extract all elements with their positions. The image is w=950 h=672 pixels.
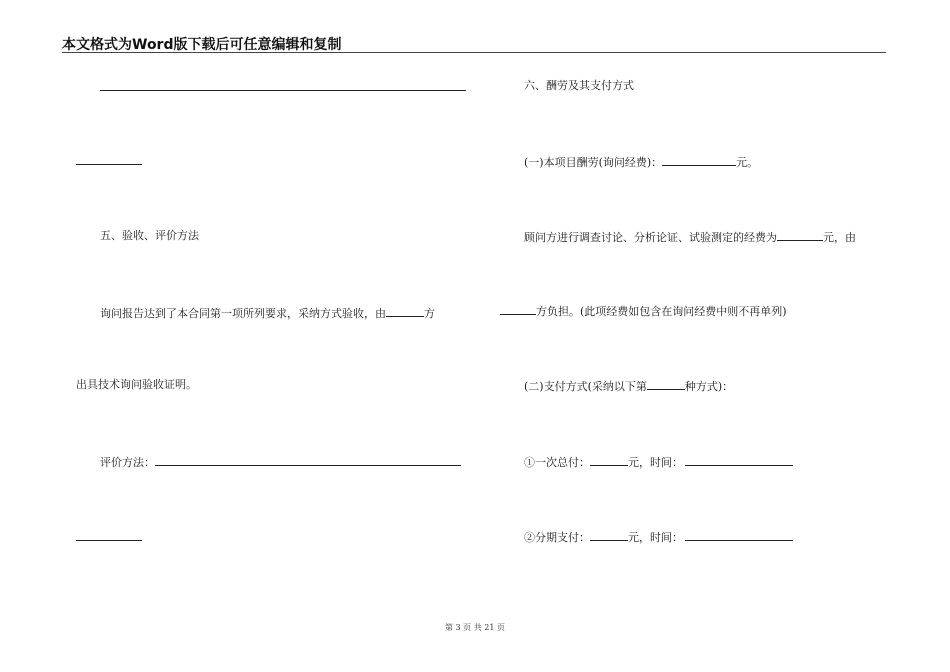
section6-title: 六、酬劳及其支付方式: [524, 79, 634, 92]
acceptance-text: 方: [424, 307, 435, 320]
lump-sum-payment: [524, 454, 793, 470]
cost-bearer-clause: [500, 303, 787, 319]
acceptance-clause-continued: 出具技术询问验收证明。: [76, 378, 197, 391]
remuneration-text: (一)本项目酬劳(询问经费)：: [524, 156, 663, 169]
cost-text: 顾问方进行调查讨论、分析论证、试验测定的经费为: [524, 231, 777, 244]
cost-bearer-text: 方负担。(此项经费如包含在询问经费中则不再单列): [536, 305, 787, 318]
fill-in-blank-line: [76, 164, 142, 165]
fill-in-blank: [590, 529, 628, 541]
lump-sum-time-label: 元，时间：: [628, 456, 683, 469]
document-header-title: 本文格式为Word版下载后可任意编辑和复制: [62, 37, 342, 53]
fill-in-blank: [500, 303, 536, 315]
payment-method-text: (二)支付方式(采纳以下第: [524, 380, 647, 393]
header-divider: [62, 52, 886, 53]
lump-sum-label: ①一次总付：: [524, 456, 590, 469]
evaluation-method: [100, 454, 461, 470]
installment-payment: [524, 529, 793, 545]
section5-title: 五、验收、评价方法: [100, 229, 199, 242]
acceptance-clause: [100, 305, 435, 321]
acceptance-text: 询问报告达到了本合同第一项所列要求，采纳方式验收，由: [100, 307, 386, 320]
evaluation-label: 评价方法：: [100, 456, 155, 469]
remuneration-text: 元。: [736, 156, 759, 169]
fill-in-blank: [155, 454, 461, 466]
fill-in-blank: [647, 378, 685, 390]
fill-in-blank-line: [100, 90, 466, 91]
fill-in-blank: [386, 305, 424, 317]
fill-in-blank: [777, 229, 823, 241]
installment-time-label: 元，时间：: [628, 531, 683, 544]
payment-method-text: 种方式)：: [684, 380, 734, 393]
installment-label: ②分期支付：: [524, 531, 590, 544]
cost-text: 元，由: [823, 231, 856, 244]
fill-in-blank: [590, 454, 628, 466]
page-footer: 第 3 页 共 21 页: [445, 623, 505, 632]
remuneration-clause: [524, 154, 758, 170]
fill-in-blank: [685, 529, 793, 541]
payment-method-clause: [524, 378, 733, 394]
fill-in-blank-line: [76, 540, 142, 541]
fill-in-blank: [662, 154, 736, 166]
cost-clause: [524, 229, 856, 245]
fill-in-blank: [685, 454, 793, 466]
